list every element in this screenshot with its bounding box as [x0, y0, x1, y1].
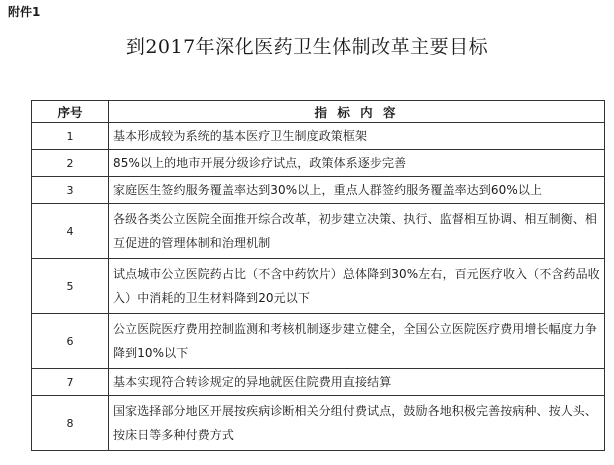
- table-row: [32, 396, 605, 451]
- row-content: 各级各类公立医院全面推开综合改革，初步建立决策、执行、监督相互协调、相互制衡、相互促进的管理体制和治理机制: [109, 204, 605, 259]
- table-row: [32, 204, 605, 259]
- row-content: 85%以上的地市开展分级诊疗试点，政策体系逐步完善: [109, 150, 605, 177]
- row-content: 基本实现符合转诊规定的异地就医住院费用直接结算: [109, 369, 605, 396]
- table-row: [32, 123, 605, 150]
- row-content: 公立医院医疗费用控制监测和考核机制逐步建立健全，全国公立医院医疗费用增长幅度力争降到10%以下: [109, 314, 605, 369]
- targets-table: [31, 100, 605, 451]
- row-content: 家庭医生签约服务覆盖率达到30%以上，重点人群签约服务覆盖率达到60%以上: [109, 177, 605, 204]
- table-row: [32, 177, 605, 204]
- header-content: 指 标 内 容: [109, 101, 605, 123]
- row-content: 国家选择部分地区开展按疾病诊断相关分组付费试点，鼓励各地积极完善按病种、按人头、按床日等多种付费方式: [109, 396, 605, 451]
- table-row: [32, 369, 605, 396]
- row-number: 7: [32, 369, 109, 396]
- row-number: 6: [32, 314, 109, 369]
- table-header-row: [32, 101, 605, 123]
- table-row: [32, 314, 605, 369]
- row-number: 4: [32, 204, 109, 259]
- row-number: 8: [32, 396, 109, 451]
- document-title: 到2017年深化医药卫生体制改革主要目标: [125, 36, 489, 58]
- row-number: 5: [32, 259, 109, 314]
- table-row: [32, 259, 605, 314]
- row-number: 2: [32, 150, 109, 177]
- row-number: 3: [32, 177, 109, 204]
- attachment-label: 附件1: [8, 5, 41, 19]
- header-number: 序号: [32, 101, 109, 123]
- row-number: 1: [32, 123, 109, 150]
- table-row: [32, 150, 605, 177]
- row-content: 试点城市公立医院药占比（不含中药饮片）总体降到30%左右，百元医疗收入（不含药品收入）中消耗的卫生材料降到20元以下: [109, 259, 605, 314]
- row-content: 基本形成较为系统的基本医疗卫生制度政策框架: [109, 123, 605, 150]
